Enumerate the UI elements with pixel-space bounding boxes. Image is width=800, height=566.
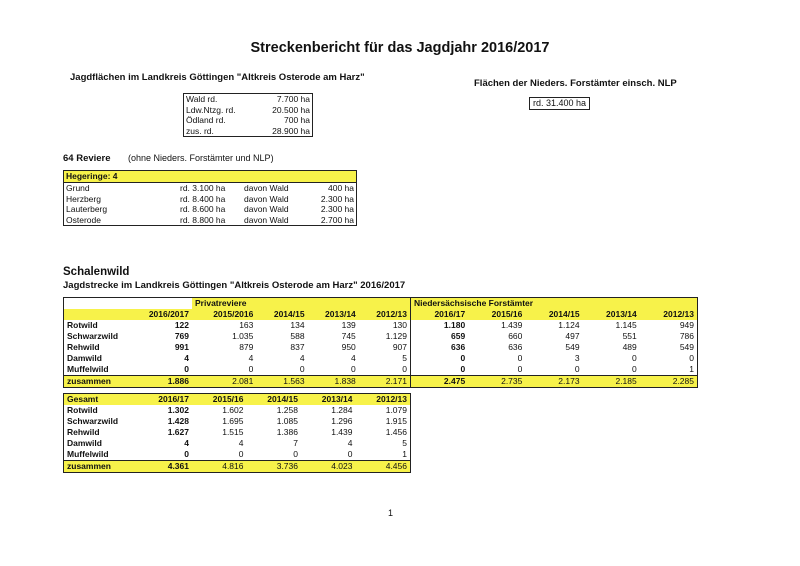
species-label: Muffelwild xyxy=(67,449,109,459)
year-header: 2016/2017 xyxy=(134,309,192,320)
value-cell: 1.386 xyxy=(276,427,298,437)
value-cell: 551 xyxy=(622,331,637,341)
hegering-wald-label: davon Wald xyxy=(244,214,289,225)
flaechen-value: 7.700 ha xyxy=(276,94,310,104)
value-cell: 0 xyxy=(574,364,580,374)
table-row xyxy=(411,331,697,342)
value-cell: 1.296 xyxy=(331,416,353,426)
hegering-wald: 2.700 ha xyxy=(320,214,354,225)
nieders-group-row xyxy=(411,298,697,309)
value-cell: 1.428 xyxy=(167,416,189,426)
hegering-area: rd. 3.100 ha xyxy=(180,183,226,193)
table-row xyxy=(64,320,410,331)
value-cell: 1.258 xyxy=(276,405,298,415)
hegeringe-table xyxy=(64,183,356,225)
value-cell: 879 xyxy=(239,342,254,352)
value-cell: 1.302 xyxy=(167,405,189,415)
value-cell: 5 xyxy=(402,353,407,363)
value-cell: 0 xyxy=(238,449,244,459)
table-row xyxy=(64,331,410,342)
year-header: 2015/16 xyxy=(468,309,525,320)
sum-cell: 2.475 xyxy=(411,376,468,388)
hegering-row xyxy=(64,194,356,205)
hegering-name: Lauterberg xyxy=(66,204,108,214)
flaechen-label: Ödland rd. xyxy=(186,115,226,125)
value-cell: 4 xyxy=(351,353,356,363)
hegering-row xyxy=(64,183,356,194)
value-cell: 549 xyxy=(679,342,694,352)
value-cell: 1.456 xyxy=(385,427,407,437)
species-label: Muffelwild xyxy=(67,364,109,374)
hegeringe-box xyxy=(63,170,357,226)
table-row xyxy=(64,427,410,438)
hegering-wald-label: davon Wald xyxy=(244,193,289,204)
year-header: 2012/13 xyxy=(640,309,697,320)
flaechen-row xyxy=(184,105,312,116)
hegering-area: rd. 8.800 ha xyxy=(180,214,226,225)
value-cell: 0 xyxy=(293,449,298,459)
hegering-row xyxy=(64,215,356,226)
value-cell: 1.515 xyxy=(222,427,244,437)
value-cell: 7 xyxy=(293,438,298,448)
sum-cell: 2.173 xyxy=(525,376,582,388)
privat-year-row xyxy=(64,309,410,320)
value-cell: 1.085 xyxy=(276,416,298,426)
value-cell: 588 xyxy=(290,331,305,341)
value-cell: 1.124 xyxy=(558,320,580,330)
value-cell: 1.284 xyxy=(331,405,353,415)
species-label: Rotwild xyxy=(67,405,98,415)
value-cell: 134 xyxy=(290,320,305,330)
gesamt-heading: Gesamt xyxy=(64,394,134,405)
value-cell: 0 xyxy=(517,353,523,363)
hegering-name: Herzberg xyxy=(66,193,101,204)
value-cell: 0 xyxy=(689,353,694,363)
flaechen-row xyxy=(184,126,312,137)
year-header: 2016/17 xyxy=(411,309,468,320)
value-cell: 636 xyxy=(508,342,523,352)
species-label: Damwild xyxy=(67,353,102,363)
value-cell: 0 xyxy=(184,364,189,374)
sum-cell: 4.816 xyxy=(192,461,247,473)
year-header: 2013/14 xyxy=(308,309,359,320)
sum-cell: 4.361 xyxy=(134,461,192,473)
year-header: 2014/15 xyxy=(256,309,307,320)
value-cell: 0 xyxy=(347,449,353,459)
hegering-wald-label: davon Wald xyxy=(244,204,289,214)
year-header: 2012/13 xyxy=(359,309,410,320)
year-header: 2015/16 xyxy=(192,394,247,405)
hegeringe-heading: Hegeringe: 4 xyxy=(64,171,356,183)
value-cell: 1.439 xyxy=(501,320,523,330)
jagdflaechen-heading: Jagdflächen im Landkreis Göttingen "Altkreis Osterode am Harz" xyxy=(70,72,365,83)
flaechen-row xyxy=(184,94,312,105)
sum-cell: 2.735 xyxy=(468,376,525,388)
value-cell: 0 xyxy=(351,364,356,374)
value-cell: 660 xyxy=(508,331,523,341)
value-cell: 1 xyxy=(402,449,407,459)
schalenwild-heading: Schalenwild xyxy=(63,266,130,278)
value-cell: 4 xyxy=(347,438,353,448)
value-cell: 489 xyxy=(622,342,637,352)
flaechen-label: Ldw.Ntzg. rd. xyxy=(186,104,236,115)
flaechen-label: Wald rd. xyxy=(186,94,218,104)
reviere-count: 64 Reviere xyxy=(63,153,111,164)
sum-cell: 3.736 xyxy=(247,461,302,473)
flaechen-value: 28.900 ha xyxy=(272,125,310,136)
value-cell: 0 xyxy=(517,364,523,374)
flaechen-box xyxy=(183,93,313,137)
value-cell: 163 xyxy=(239,320,254,330)
value-cell: 769 xyxy=(174,331,189,341)
value-cell: 1.129 xyxy=(385,331,407,341)
value-cell: 0 xyxy=(460,364,466,374)
sum-cell: 2.081 xyxy=(192,376,256,388)
table-row xyxy=(64,342,410,353)
hegering-wald: 2.300 ha xyxy=(320,193,354,204)
value-cell: 786 xyxy=(679,331,694,341)
year-header: 2013/14 xyxy=(301,394,356,405)
value-cell: 4 xyxy=(184,438,189,448)
value-cell: 139 xyxy=(341,320,356,330)
table-row xyxy=(411,320,697,331)
table-row xyxy=(411,364,697,376)
flaechen-table xyxy=(184,94,312,136)
flaechen-value: 20.500 ha xyxy=(272,104,310,115)
sum-label: zusammen xyxy=(64,461,134,473)
hegering-row xyxy=(64,204,356,215)
sum-cell: 2.285 xyxy=(640,376,697,388)
nieders-year-row xyxy=(411,309,697,320)
table-row xyxy=(411,342,697,353)
jagdstrecke-heading: Jagdstrecke im Landkreis Göttingen "Altkreis Osterode am Harz" 2016/2017 xyxy=(63,280,406,291)
hegering-wald-label: davon Wald xyxy=(244,183,289,193)
species-label: Schwarzwild xyxy=(67,331,119,341)
year-header: 2014/15 xyxy=(525,309,582,320)
value-cell: 1.439 xyxy=(331,427,353,437)
species-label: Damwild xyxy=(67,438,102,448)
value-cell: 659 xyxy=(451,331,466,341)
flaechen-value: 700 ha xyxy=(284,115,310,125)
table-row xyxy=(411,353,697,364)
value-cell: 4 xyxy=(299,353,305,363)
empty-cell xyxy=(64,298,134,309)
flaechen-row xyxy=(184,115,312,126)
value-cell: 950 xyxy=(341,342,356,352)
gesamt-table xyxy=(63,393,411,473)
sum-cell: 2.185 xyxy=(583,376,640,388)
value-cell: 991 xyxy=(174,342,189,352)
year-header: 2015/2016 xyxy=(192,309,256,320)
value-cell: 0 xyxy=(184,449,189,459)
hegering-area: rd. 8.400 ha xyxy=(180,193,226,204)
value-cell: 636 xyxy=(451,342,466,352)
value-cell: 1.079 xyxy=(385,405,407,415)
table-row xyxy=(64,353,410,364)
value-cell: 1.145 xyxy=(615,320,637,330)
sum-row xyxy=(411,376,697,388)
value-cell: 0 xyxy=(402,364,407,374)
value-cell: 837 xyxy=(290,342,305,352)
value-cell: 122 xyxy=(174,320,189,330)
value-cell: 1.602 xyxy=(222,405,244,415)
year-header: 2013/14 xyxy=(583,309,640,320)
value-cell: 1.180 xyxy=(443,320,466,330)
privatreviere-table xyxy=(63,297,411,388)
table-row xyxy=(64,405,410,416)
year-header: 2014/15 xyxy=(247,394,302,405)
value-cell: 497 xyxy=(565,331,580,341)
sum-cell: 1.563 xyxy=(256,376,307,388)
privat-group-row xyxy=(64,298,410,309)
value-cell: 4 xyxy=(238,438,244,448)
table-row xyxy=(64,416,410,427)
empty-cell xyxy=(64,309,134,320)
value-cell: 949 xyxy=(679,320,694,330)
value-cell: 907 xyxy=(392,342,407,352)
species-label: Rotwild xyxy=(67,320,98,330)
table-row xyxy=(64,449,410,461)
sum-row xyxy=(64,376,410,388)
value-cell: 1 xyxy=(689,364,694,374)
sum-label: zusammen xyxy=(64,376,134,388)
reviere-note: (ohne Nieders. Forstämter und NLP) xyxy=(128,153,274,163)
year-header: 2016/17 xyxy=(134,394,192,405)
value-cell: 549 xyxy=(565,342,580,352)
species-label: Rehwild xyxy=(67,342,100,352)
year-header: 2012/13 xyxy=(356,394,411,405)
hegering-wald: 2.300 ha xyxy=(320,204,354,214)
value-cell: 0 xyxy=(632,364,637,374)
value-cell: 1.035 xyxy=(232,331,254,341)
value-cell: 745 xyxy=(341,331,356,341)
value-cell: 0 xyxy=(460,353,466,363)
sum-cell: 1.886 xyxy=(134,376,192,388)
sum-cell: 4.456 xyxy=(356,461,411,473)
flaechen-label: zus. rd. xyxy=(186,125,214,136)
gesamt-header-row xyxy=(64,394,410,405)
document-title: Streckenbericht für das Jagdjahr 2016/2017 xyxy=(250,40,550,56)
hegering-name: Osterode xyxy=(66,214,101,225)
value-cell: 0 xyxy=(248,364,254,374)
sum-cell: 4.023 xyxy=(301,461,356,473)
species-label: Schwarzwild xyxy=(67,416,119,426)
sum-row xyxy=(64,461,410,473)
hegering-wald: 400 ha xyxy=(328,183,354,193)
value-cell: 4 xyxy=(248,353,254,363)
sum-cell: 2.171 xyxy=(359,376,410,388)
empty-cell xyxy=(134,298,192,309)
page-number: 1 xyxy=(388,508,394,518)
table-row xyxy=(64,364,410,376)
value-cell: 3 xyxy=(574,353,580,363)
value-cell: 0 xyxy=(632,353,637,363)
nieders-group-label: Niedersächsische Forstämter xyxy=(411,298,697,309)
value-cell: 1.627 xyxy=(167,427,189,437)
forst-value: rd. 31.400 ha xyxy=(529,97,590,110)
species-label: Rehwild xyxy=(67,427,100,437)
table-row xyxy=(64,438,410,449)
value-cell: 4 xyxy=(184,353,189,363)
privat-group-label: Privatreviere xyxy=(192,298,410,309)
sum-cell: 1.838 xyxy=(308,376,359,388)
value-cell: 1.695 xyxy=(222,416,244,426)
forst-heading: Flächen der Nieders. Forstämter einsch. NLP xyxy=(474,78,677,89)
hegering-name: Grund xyxy=(66,183,90,193)
value-cell: 1.915 xyxy=(385,416,407,426)
hegering-area: rd. 8.600 ha xyxy=(180,204,226,214)
nieders-forstaemter-table xyxy=(410,297,698,388)
value-cell: 5 xyxy=(402,438,407,448)
value-cell: 0 xyxy=(299,364,305,374)
value-cell: 130 xyxy=(392,320,407,330)
